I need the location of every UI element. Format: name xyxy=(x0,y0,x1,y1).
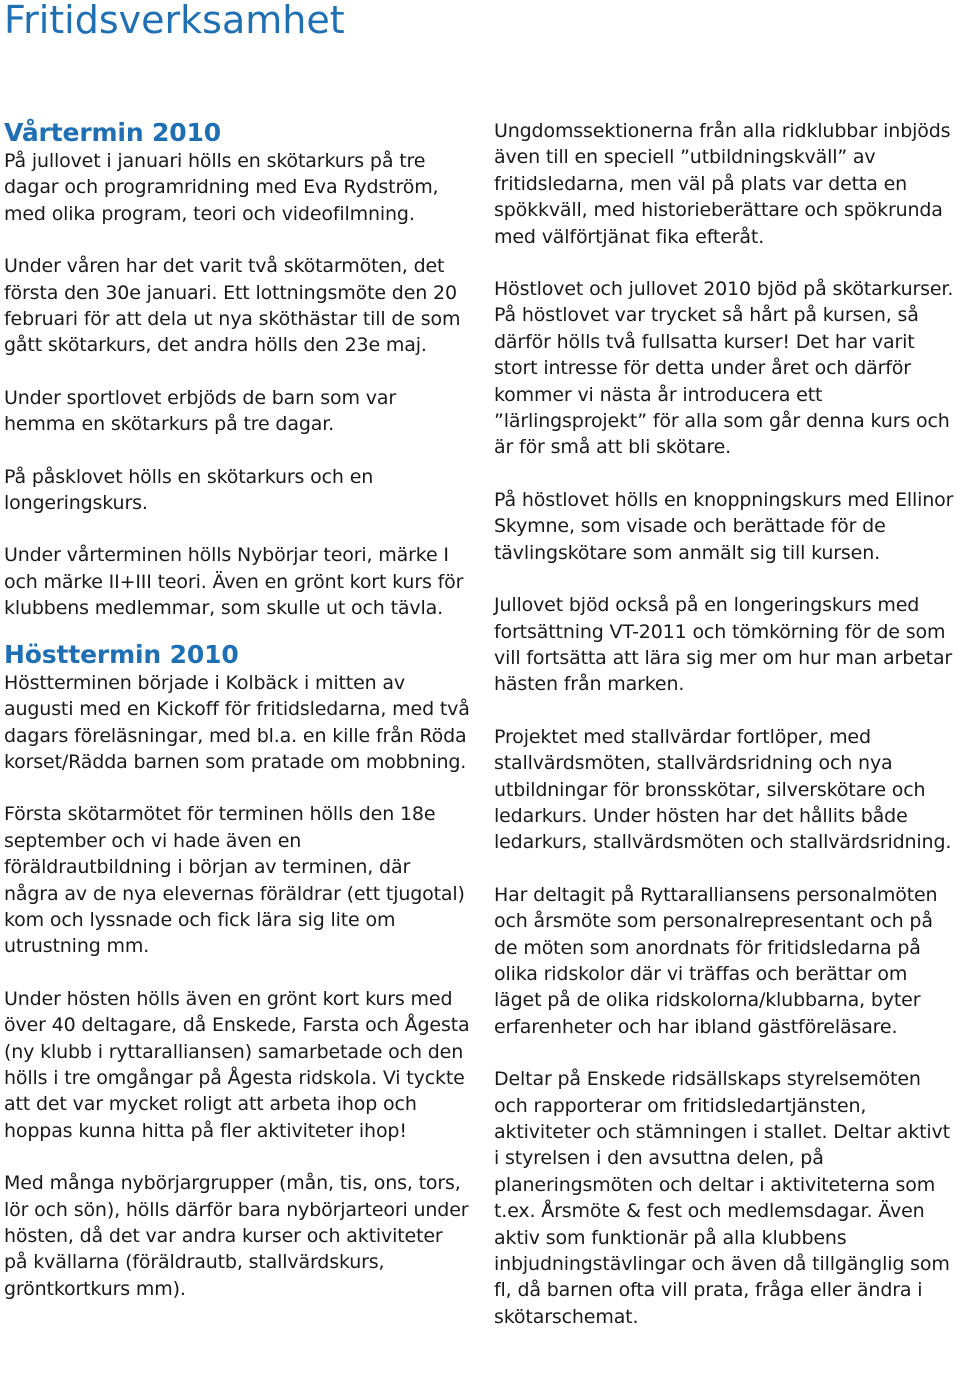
paragraph: Med många nybörjargrupper (mån, tis, ons, tors, lör och sön), hölls därför bara nybörjarteori under hösten, då det var andra kurser och aktiviteter på kvällarna (föräldrautb, stallvärdskurs, gröntkortkurs mm). xyxy=(4,1172,469,1300)
paragraph: Projektet med stallvärdar fortlöper, med stallvärdsmöten, stallvärdsridning och nya utbildningar för bronsskötar, silverskötare och ledarkurs. Under hösten har det hållits både ledarkurs, stallvärdsmöten och stallvärdsridning. xyxy=(494,725,952,854)
paragraph: På påsklovet hölls en skötarkurs och en longeringskurs. xyxy=(4,465,374,515)
paragraph: Ungdomssektionerna från alla ridklubbar inbjöds även till en speciell ”utbildningskväll” av fritidsledarna, men väl på plats var detta en spökkväll, med historieberättare och spökrunda med välförtjänat fika efteråt. xyxy=(494,120,951,248)
heading-spring-term: Vårtermin 2010 xyxy=(4,118,222,147)
paragraph: Höstterminen började i Kolbäck i mitten av augusti med en Kickoff för fritidsledarna, med två dagars föreläsningar, med bl.a. en kille från Röda korset/Rädda barnen som pratade om mobbning. xyxy=(4,671,470,773)
left-column xyxy=(4,118,470,1328)
page-title: Fritidsverksamhet xyxy=(4,0,345,42)
paragraph: Under vårterminen hölls Nybörjar teori, märke I och märke II+III teori. Även en grönt kort kurs för klubbens medlemmar, som skulle ut och tävla. xyxy=(4,544,464,620)
heading-autumn-term: Hösttermin 2010 xyxy=(4,639,239,669)
paragraph: Höstlovet och jullovet 2010 bjöd på skötarkurser. På höstlovet var trycket så hårt på kursen, så därför hölls två fullsatta kurser! Det har varit stort intresse för detta under året och därför kommer vi nästa år introducera ett ”lärlingsprojekt” för alla som går denna kurs och är för små att bli skötare. xyxy=(494,278,954,459)
paragraph: På höstlovet hölls en knoppningskurs med Ellinor Skymne, som visade och berättade för de tävlingskötare som anmält sig till kursen. xyxy=(494,488,954,564)
paragraph: Jullovet bjöd också på en longeringskurs med fortsättning VT-2011 och tömkörning för de som vill fortsätta att lära sig mer om hur man arbetar hästen från marken. xyxy=(494,594,953,696)
paragraph: Första skötarmötet för terminen hölls den 18e september och vi hade även en föräldrautbildning i början av terminen, där några av de nya elevernas föräldrar (ett tjugotal) kom och lyssnade och fick lära sig lite om utrustning mm. xyxy=(4,803,465,958)
paragraph: Under sportlovet erbjöds de barn som var hemma en skötarkurs på tre dagar. xyxy=(4,386,397,436)
paragraph: På jullovet i januari hölls en skötarkurs på tre dagar och programridning med Eva Rydström, med olika program, teori och videofilmning. xyxy=(4,150,439,225)
paragraph: Har deltagit på Ryttaralliansens personalmöten och årsmöte som personalrepresentant och på de möten som anordnats för fritidsledarna på olika ridskolor där vi träffas och berättar om läget på de olika ridskolorna/klubbarna, byter erfarenheter och har ibland gästföreläsare. xyxy=(494,883,938,1038)
paragraph: Deltar på Enskede ridsällskaps styrelsemöten och rapporterar om fritidsledartjänsten, aktiviteter och stämningen i stallet. Deltar aktivt i styrelsen i den avsuttna delen, på planeringsmöten och deltar i aktiviteterna som t.ex. Årsmöte & fest och medlemsdagar. Även aktiv som funktionär på alla klubbens inbjudningstävlingar och även då tillgänglig som fl, då barnen ofta vill prata, fråga eller ändra i skötarschemat. xyxy=(494,1068,950,1328)
paragraph: Under hösten hölls även en grönt kort kurs med över 40 deltagare, då Enskede, Farsta och Ågesta (ny klubb i ryttaralliansen) samarbetade och den hölls i tre omgångar på Ågesta ridskola. Vi tyckte att det var mycket roligt att arbeta ihop och hoppas kunna hitta på fler aktiviteter ihop! xyxy=(4,987,470,1142)
paragraph: Under våren har det varit två skötarmöten, det första den 30e januari. Ett lottningsmöte den 20 februari för att dela ut nya sköthästar till de som gått skötarkurs, det andra hölls den 23e maj. xyxy=(4,255,461,357)
right-column xyxy=(494,118,960,1356)
